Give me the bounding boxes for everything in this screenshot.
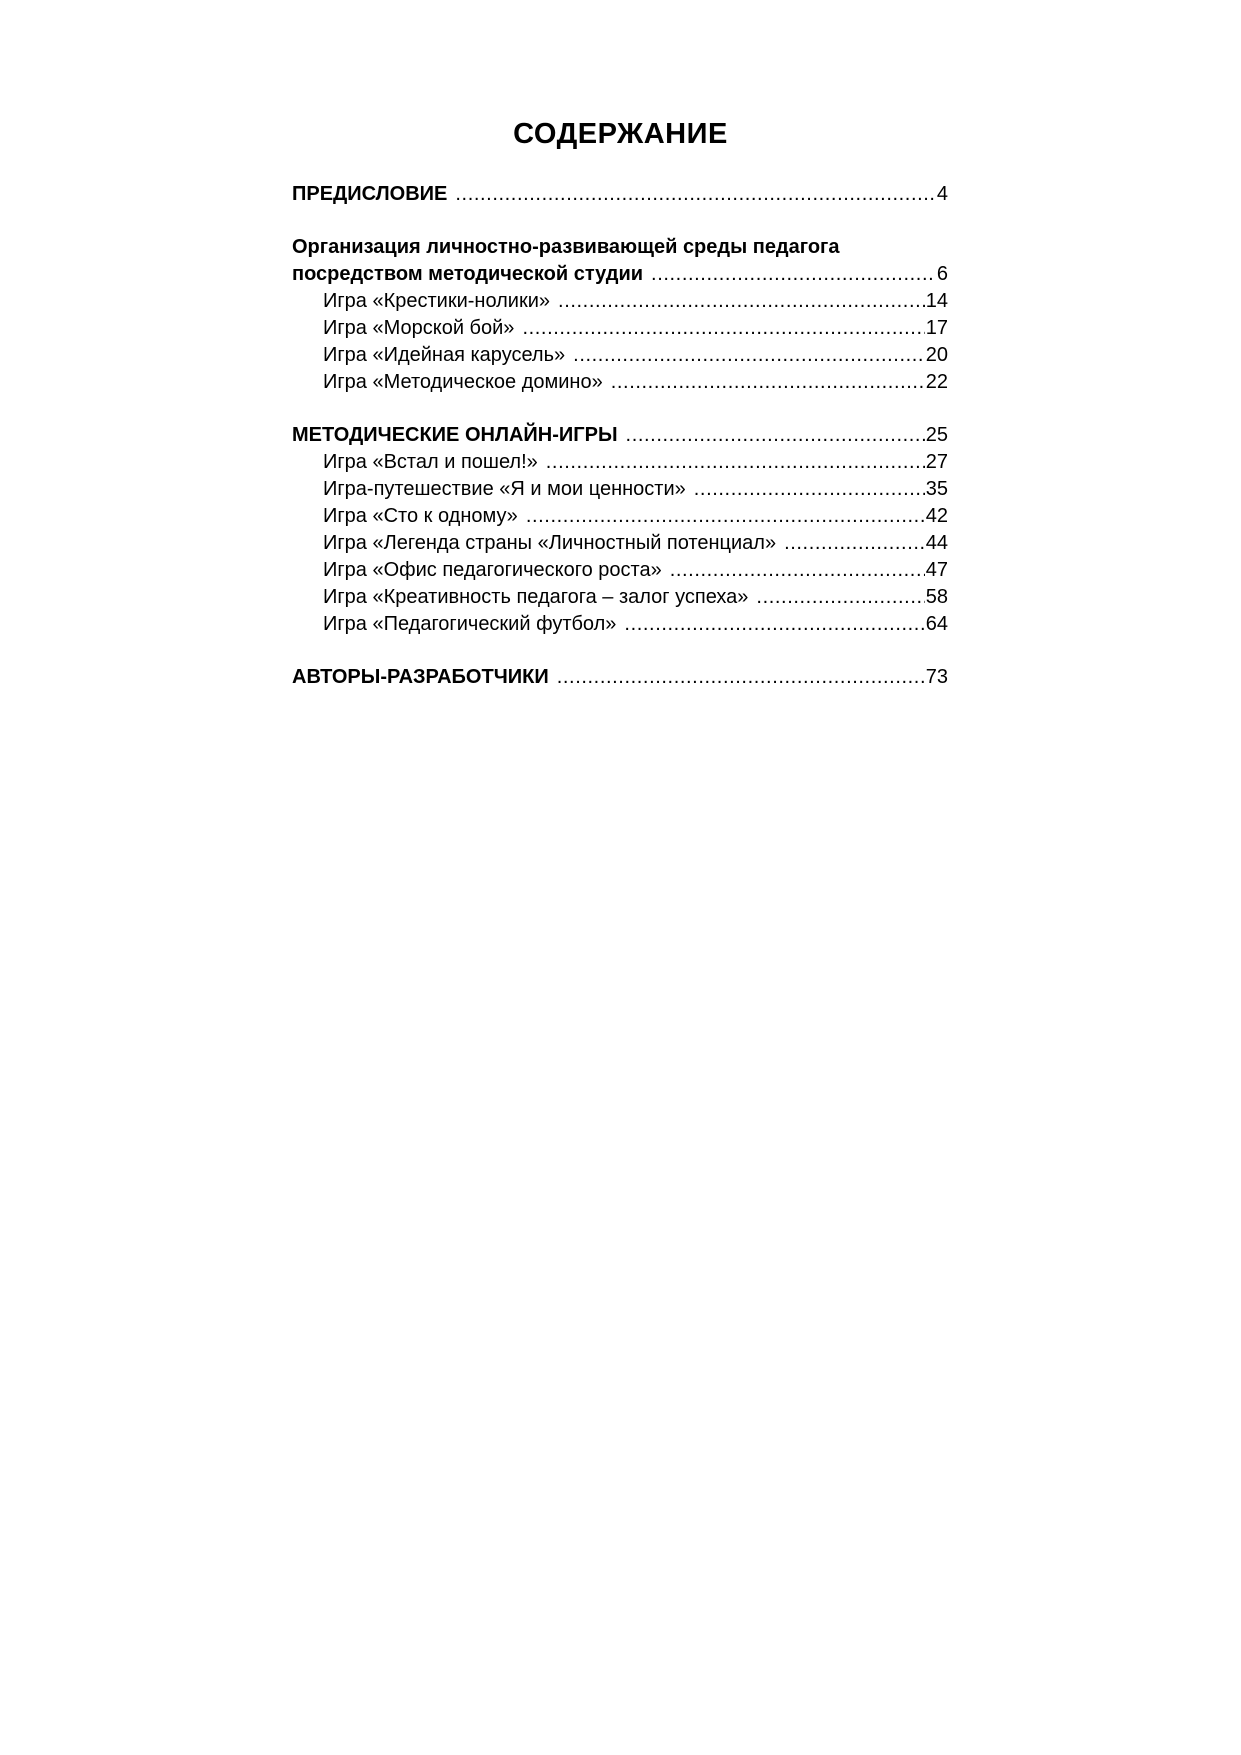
dot-leader (626, 422, 925, 449)
dot-leader (546, 449, 925, 476)
toc-entry-authors[interactable] (292, 664, 948, 691)
toc-entry-section-2[interactable] (292, 422, 948, 449)
toc-page-number: 35 (925, 478, 948, 500)
dot-leader (756, 584, 924, 611)
toc-subentry[interactable] (292, 557, 948, 584)
toc-page-number: 47 (925, 559, 948, 581)
dot-leader (522, 315, 924, 342)
toc-page-number: 4 (936, 183, 948, 205)
page-title: СОДЕРЖАНИЕ (513, 118, 728, 150)
toc-subentry-label: Игра «Сто к одному» (323, 505, 518, 527)
dot-leader (455, 181, 936, 208)
dot-leader (611, 369, 925, 396)
toc-page-number: 73 (925, 666, 948, 688)
toc-subentry-label: Игра «Крестики-нолики» (323, 290, 551, 312)
toc-page-number: 58 (925, 586, 948, 608)
table-of-contents (292, 181, 948, 691)
dot-leader (784, 530, 925, 557)
toc-subentry[interactable] (292, 503, 948, 530)
dot-leader (624, 611, 924, 638)
dot-leader (670, 557, 925, 584)
dot-leader (558, 288, 925, 315)
toc-subentry-label: Игра-путешествие «Я и мои ценности» (323, 478, 686, 500)
toc-page-number: 42 (925, 505, 948, 527)
dot-leader (557, 664, 925, 691)
toc-subentry[interactable] (292, 476, 948, 503)
toc-subentry-label: Игра «Встал и пошел!» (323, 451, 538, 473)
toc-subentry-label: Игра «Легенда страны «Личностный потенциал» (323, 532, 777, 554)
dot-leader (694, 476, 925, 503)
toc-subentry-label: Игра «Морской бой» (323, 317, 515, 339)
toc-subentry[interactable] (292, 530, 948, 557)
toc-subentry-label: Игра «Креативность педагога – залог успеха» (323, 586, 749, 608)
dot-leader (573, 342, 925, 369)
toc-subentry[interactable] (292, 315, 948, 342)
toc-entry-label: ПРЕДИСЛОВИЕ (292, 183, 448, 205)
toc-entry-section-1[interactable] (292, 234, 948, 288)
toc-page-number: 25 (925, 424, 948, 446)
toc-subentry[interactable] (292, 449, 948, 476)
toc-entry-label: МЕТОДИЧЕСКИЕ ОНЛАЙН-ИГРЫ (292, 424, 618, 446)
toc-entry-preface[interactable] (292, 181, 948, 208)
toc-page-number: 44 (925, 532, 948, 554)
toc-page-number: 20 (925, 344, 948, 366)
toc-entry-label: АВТОРЫ-РАЗРАБОТЧИКИ (292, 666, 549, 688)
toc-subentry-label: Игра «Педагогический футбол» (323, 613, 617, 635)
toc-subentry-label: Игра «Идейная карусель» (323, 344, 566, 366)
toc-subentry[interactable] (292, 611, 948, 638)
toc-page-number: 27 (925, 451, 948, 473)
toc-page-number: 22 (925, 371, 948, 393)
toc-subentry[interactable] (292, 369, 948, 396)
dot-leader (526, 503, 925, 530)
toc-subentry-label: Игра «Офис педагогического роста» (323, 559, 662, 581)
toc-subentry[interactable] (292, 288, 948, 315)
toc-page-number: 14 (925, 290, 948, 312)
toc-entry-label-line-2: посредством методической студии (292, 263, 644, 285)
toc-entry-label-line-1: Организация личностно-развивающей среды педагога (292, 236, 840, 258)
toc-page-number: 64 (925, 613, 948, 635)
toc-subentry-label: Игра «Методическое домино» (323, 371, 603, 393)
toc-subentry[interactable] (292, 342, 948, 369)
toc-page-number: 17 (925, 317, 948, 339)
toc-subentry[interactable] (292, 584, 948, 611)
toc-page-number: 6 (936, 263, 948, 285)
dot-leader (651, 261, 936, 288)
